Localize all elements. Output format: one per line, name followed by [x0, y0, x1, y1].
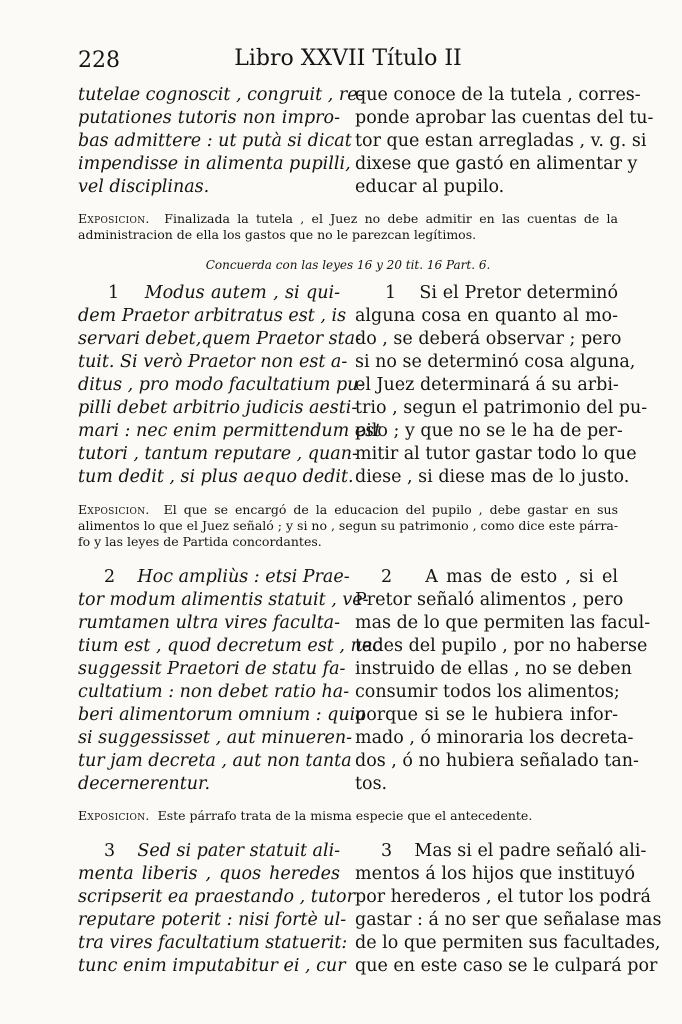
spanish-line: tos.	[355, 774, 388, 794]
latin-line: tutori , tantum reputare , quan-	[78, 444, 358, 464]
section-number: 1	[385, 283, 397, 303]
latin-line: mari : nec enim permittendum est	[78, 421, 382, 441]
exposicion-text: Finalizada la tutela , el Juez no debe admitir en las cuentas de la	[164, 211, 618, 226]
latin-column	[78, 840, 355, 978]
exposicion-note	[78, 211, 618, 243]
continuation-block	[78, 84, 654, 202]
latin-line: tuit. Si verò Praetor non est a-	[78, 352, 348, 372]
latin-line: rumtamen ultra vires faculta-	[78, 613, 340, 633]
exposicion-text: Este párrafo trata de la misma especie que el antecedente.	[157, 808, 533, 823]
page-number: 228	[78, 48, 120, 73]
spanish-line: dos , ó no hubiera señalado tan-	[355, 751, 639, 771]
latin-line: menta liberis , quos heredes	[78, 864, 340, 884]
latin-line: dem Praetor arbitratus est , is	[78, 306, 347, 326]
spanish-line: 1 Si el Pretor determinó	[385, 283, 618, 303]
spanish-line: Pretor señaló alimentos , pero	[355, 590, 624, 610]
spanish-line: dixese que gastó en alimentar y	[355, 154, 638, 174]
latin-line: bas admittere : ut putà si dicat	[78, 131, 352, 151]
latin-line: tra vires facultatium statuerit:	[78, 933, 348, 953]
latin-line: tor modum alimentis statuit , ve-	[78, 590, 369, 610]
spanish-line: el Juez determinará á su arbi-	[355, 375, 619, 395]
spanish-column	[355, 282, 648, 489]
latin-line: servari debet,quem Praetor sta-	[78, 329, 362, 349]
exposicion-text: administracion de ella los gastos que no le parezcan legítimos.	[78, 227, 477, 242]
section-number: 3	[104, 841, 116, 861]
spanish-line: instruido de ellas , no se deben	[355, 659, 632, 679]
page-header	[78, 46, 618, 78]
spanish-line: que en este caso se le culpará por	[355, 956, 658, 976]
section-number: 2	[104, 567, 116, 587]
spanish-line: do , se deberá observar ; pero	[355, 329, 622, 349]
exposicion-text: El que se encargó de la educacion del pupilo , debe gastar en sus	[163, 502, 618, 517]
spanish-line: pilo ; y que no se le ha de per-	[355, 421, 623, 441]
section-1	[78, 282, 648, 492]
spanish-line: 3 Mas si el padre señaló ali-	[381, 841, 647, 861]
exposicion-text: fo y las leyes de Partida concordantes.	[78, 534, 322, 549]
exposicion-label: Exposicion.	[78, 502, 150, 517]
section-number: 3	[381, 841, 393, 861]
spanish-line: tor que estan arregladas , v. g. si	[355, 131, 647, 151]
section-number: 2	[381, 567, 393, 587]
latin-line: tunc enim imputabitur ei , cur	[78, 956, 346, 976]
latin-line: pilli debet arbitrio judicis aesti-	[78, 398, 358, 418]
latin-line: decernerentur.	[78, 774, 211, 794]
spanish-line: gastar : á no ser que señalase mas	[355, 910, 662, 930]
latin-line: ditus , pro modo facultatium pu-	[78, 375, 365, 395]
spanish-line: mitir al tutor gastar todo lo que	[355, 444, 637, 464]
spanish-column	[355, 566, 651, 796]
spanish-line: si no se determinó cosa alguna,	[355, 352, 636, 372]
latin-line: vel disciplinas.	[78, 177, 210, 197]
spanish-line: trio , segun el patrimonio del pu-	[355, 398, 648, 418]
latin-line: tutelae cognoscit , congruit , re-	[78, 85, 364, 105]
spanish-line: consumir todos los alimentos;	[355, 682, 620, 702]
exposicion-label: Exposicion.	[78, 211, 150, 226]
spanish-line: mado , ó minoraria los decreta-	[355, 728, 634, 748]
latin-line: suggessit Praetori de statu fa-	[78, 659, 346, 679]
latin-line: tum dedit , si plus aequo dedit.	[78, 467, 354, 487]
exposicion-text: alimentos lo que el Juez señaló ; y si no , segun su patrimonio , como dice este párra-	[78, 518, 619, 533]
spanish-column	[355, 840, 662, 978]
latin-column	[78, 282, 382, 489]
spanish-line: 2 A mas de esto , si el	[381, 567, 618, 587]
concordance-note: Concuerda con las leyes 16 y 20 tit. 16 Part. 6.	[205, 258, 491, 272]
latin-line: scripserit ea praestando , tutor	[78, 887, 355, 907]
section-2	[78, 566, 651, 798]
section-number: 1	[108, 283, 120, 303]
spanish-line: tades del pupilo , por no haberse	[355, 636, 648, 656]
section-3	[78, 840, 662, 980]
exposicion-label: Exposicion.	[78, 808, 150, 823]
spanish-column	[355, 84, 654, 199]
latin-line: tur jam decreta , aut non tanta	[78, 751, 352, 771]
latin-line: 3 Sed si pater statuit ali-	[104, 841, 341, 861]
running-title: Libro XXVII Título II	[234, 46, 462, 71]
spanish-line: mentos á los hijos que instituyó	[355, 864, 635, 884]
latin-line: 2 Hoc ampliùs : etsi Prae-	[104, 567, 350, 587]
spanish-line: por herederos , el tutor los podrá	[355, 887, 651, 907]
latin-line: cultatium : non debet ratio ha-	[78, 682, 350, 702]
latin-line: reputare poterit : nisi fortè ul-	[78, 910, 347, 930]
spanish-line: que conoce de la tutela , corres-	[355, 85, 641, 105]
spanish-line: diese , si diese mas de lo justo.	[355, 467, 630, 487]
latin-line: si suggessisset , aut minueren-	[78, 728, 353, 748]
spanish-line: porque si se le hubiera infor-	[355, 705, 618, 725]
exposicion-note	[78, 808, 618, 824]
latin-line: 1 Modus autem , si qui-	[108, 283, 340, 303]
exposicion-note	[78, 502, 618, 550]
latin-line: beri alimentorum omnium : quia	[78, 705, 366, 725]
spanish-line: mas de lo que permiten las facul-	[355, 613, 651, 633]
spanish-line: alguna cosa en quanto al mo-	[355, 306, 618, 326]
spanish-line: educar al pupilo.	[355, 177, 505, 197]
spanish-line: ponde aprobar las cuentas del tu-	[355, 108, 654, 128]
latin-line: impendisse in alimenta pupilli,	[78, 154, 351, 174]
spanish-line: de lo que permiten sus facultades,	[355, 933, 661, 953]
latin-column	[78, 84, 364, 199]
latin-line: tium est , quod decretum est , nec	[78, 636, 382, 656]
latin-line: putationes tutoris non impro-	[78, 108, 340, 128]
